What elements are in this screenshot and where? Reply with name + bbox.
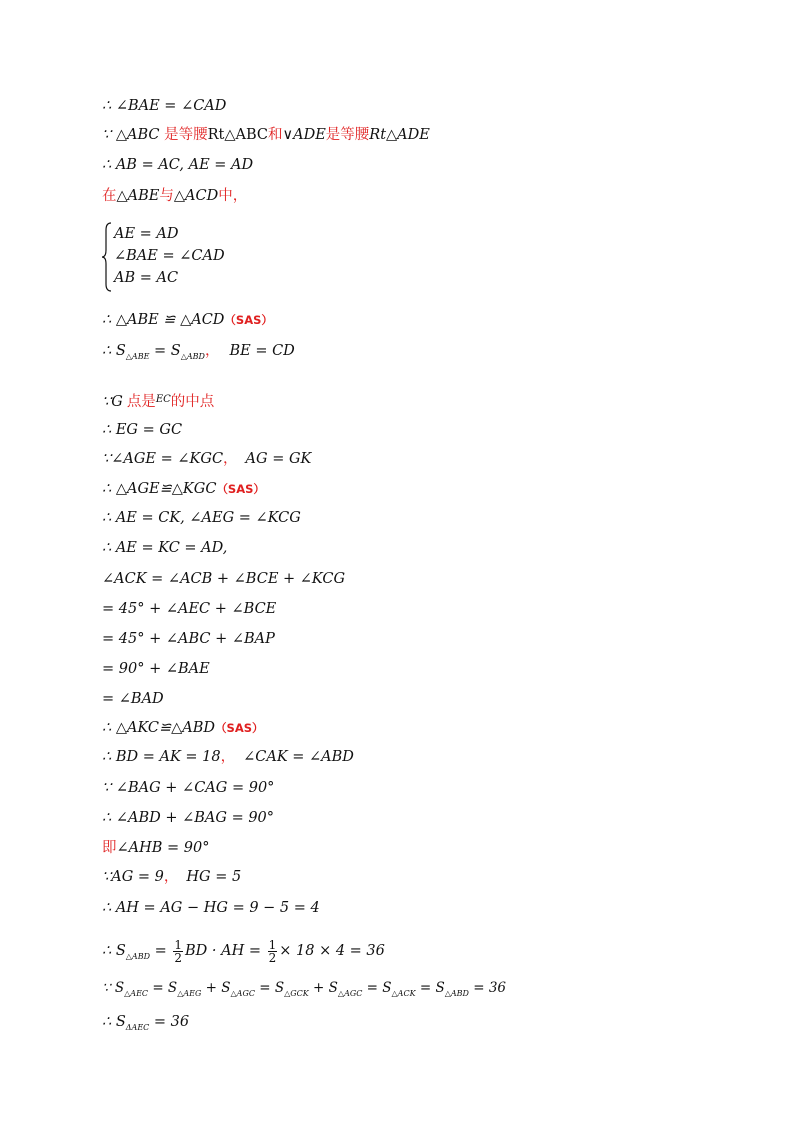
math-text: ∴ ∠BAE = ∠CAD [102,98,227,114]
math-text: = 45° + ∠ABC + ∠BAP [102,631,275,647]
math-text: ∴ AB = AC, AE = AD [102,157,254,173]
system-row: ∠BAE = ∠CAD [114,248,225,264]
math-text: △ABE [116,188,160,204]
math-text: EC [155,394,171,405]
cn-text: ， [204,343,220,359]
math-text: ∵ ∠BAG + ∠CAG = 90° [102,780,275,796]
math-text: ∵ S [102,980,125,996]
math-text: = 90° + ∠BAE [102,661,210,677]
line-23 [102,867,241,887]
line-21 [102,808,274,828]
math-text: + S [308,980,338,996]
line-19 [102,747,354,767]
brace-icon [102,222,112,292]
subscript: ΔAEC [125,1023,150,1032]
math-text: ∠CAK = ∠ABD [243,749,354,765]
cn-text: ， [163,869,179,885]
subscript: △AGC [230,989,255,998]
math-text: ∴ △AKC≌△ABD [102,720,216,736]
line-16 [102,659,210,679]
cn-text: 在 [102,188,117,204]
math-text: = S [415,980,445,996]
math-text: ∴ BD = AK = 18 [102,749,221,765]
math-text: ∴ AE = CK, ∠AEG = ∠KCG [102,510,301,526]
math-text: ∴ S [102,1014,126,1030]
cn-text: 与 [159,188,174,204]
math-text: △ACD [173,188,219,204]
cn-text: 是等腰 [164,127,208,143]
math-text: = 45° + ∠AEC + ∠BCE [102,601,277,617]
math-text: = [150,943,172,959]
line-13 [102,569,345,589]
system-row: AB = AC [114,270,179,286]
subscript: △ABD [444,989,469,998]
math-text: ∵ △ABC [102,127,165,143]
line-12 [102,538,227,558]
math-text: BE = CD [229,343,295,359]
cn-text: 是等腰 [325,127,370,143]
math-text: ∠AHB = 90° [116,840,210,856]
subscript: △ABD [180,352,205,361]
line-22 [102,838,210,858]
math-text: = 36 [149,1014,190,1030]
numerator: 1 [174,937,183,952]
math-text: ∴ △AGE≌△KGC [102,481,217,497]
subscript: △ABD [125,952,151,961]
cn-text: 和 [267,127,283,143]
line-8 [102,420,182,440]
cn-text: ， [220,749,236,765]
subscript: △ACK [391,989,416,998]
line-11 [102,508,301,528]
subscript: △AEG [177,989,202,998]
math-text: Rt△ADE [369,127,430,143]
line-9 [102,449,311,469]
cn-text: 即 [102,840,117,856]
sas-label: （SAS） [216,482,265,496]
math-text: = S [148,980,178,996]
line-7 [102,390,214,412]
math-text: ∠ACK = ∠ACB + ∠BCE + ∠KCG [102,571,346,587]
line-26 [102,978,506,1004]
math-text: ∵∠AGE = ∠KGC [102,451,224,467]
math-text: ∴ S [102,943,126,959]
subscript: △ABE [125,352,150,361]
math-text: AG = GK [245,451,312,467]
math-text: ∵G [102,394,123,410]
line-24 [102,898,320,918]
math-text: BD · AH = [185,943,266,959]
math-text: ∴ EG = GC [102,422,183,438]
subscript: △GCK [284,989,309,998]
math-text: + S [201,980,231,996]
line-6 [102,341,295,367]
line-15 [102,629,275,649]
math-text: ∵AG = 9 [102,869,164,885]
line-27 [102,1012,189,1038]
subscript: △AGC [337,989,363,998]
line-14 [102,599,276,619]
line-2 [102,125,430,145]
line-3 [102,155,253,175]
math-text: ∴ AE = KC = AD, [102,540,228,556]
math-text: ∴ S [102,343,126,359]
fraction [173,939,183,964]
system-row: AE = AD [114,226,179,242]
line-17 [102,689,164,709]
cn-text: 的中点 [170,394,215,410]
fraction [268,939,278,964]
math-text: = ∠BAD [102,691,164,707]
math-text: = S [149,343,181,359]
line-20 [102,778,274,798]
equation-system [102,222,302,292]
line-1 [102,96,226,116]
math-text: HG = 5 [186,869,242,885]
math-text: = 36 [468,980,507,996]
subscript: △AEC [124,989,149,998]
math-text: ∴ ∠ABD + ∠BAG = 90° [102,810,275,826]
cn-text: ， [223,451,238,467]
line-5 [102,310,273,330]
numerator: 1 [268,937,277,952]
sas-label: （SAS） [224,313,273,327]
math-text: = S [362,980,392,996]
math-text: ∴ △ABE ≌ △ACD [102,312,225,328]
line-10 [102,479,265,499]
math-text: × 18 × 4 = 36 [279,943,385,959]
denominator: 2 [268,950,277,965]
cn-text: 中， [218,188,248,204]
line-18 [102,718,264,738]
line-25 [102,936,385,972]
line-4 [102,186,247,206]
denominator: 2 [174,950,183,965]
math-text: = S [254,980,285,996]
math-text: ∨ADE [282,127,326,143]
math-text: Rt△ABC [207,127,268,143]
math-text: ∴ AH = AG − HG = 9 − 5 = 4 [102,900,320,916]
sas-label: （SAS） [215,721,264,735]
cn-text: 点是 [126,394,156,410]
